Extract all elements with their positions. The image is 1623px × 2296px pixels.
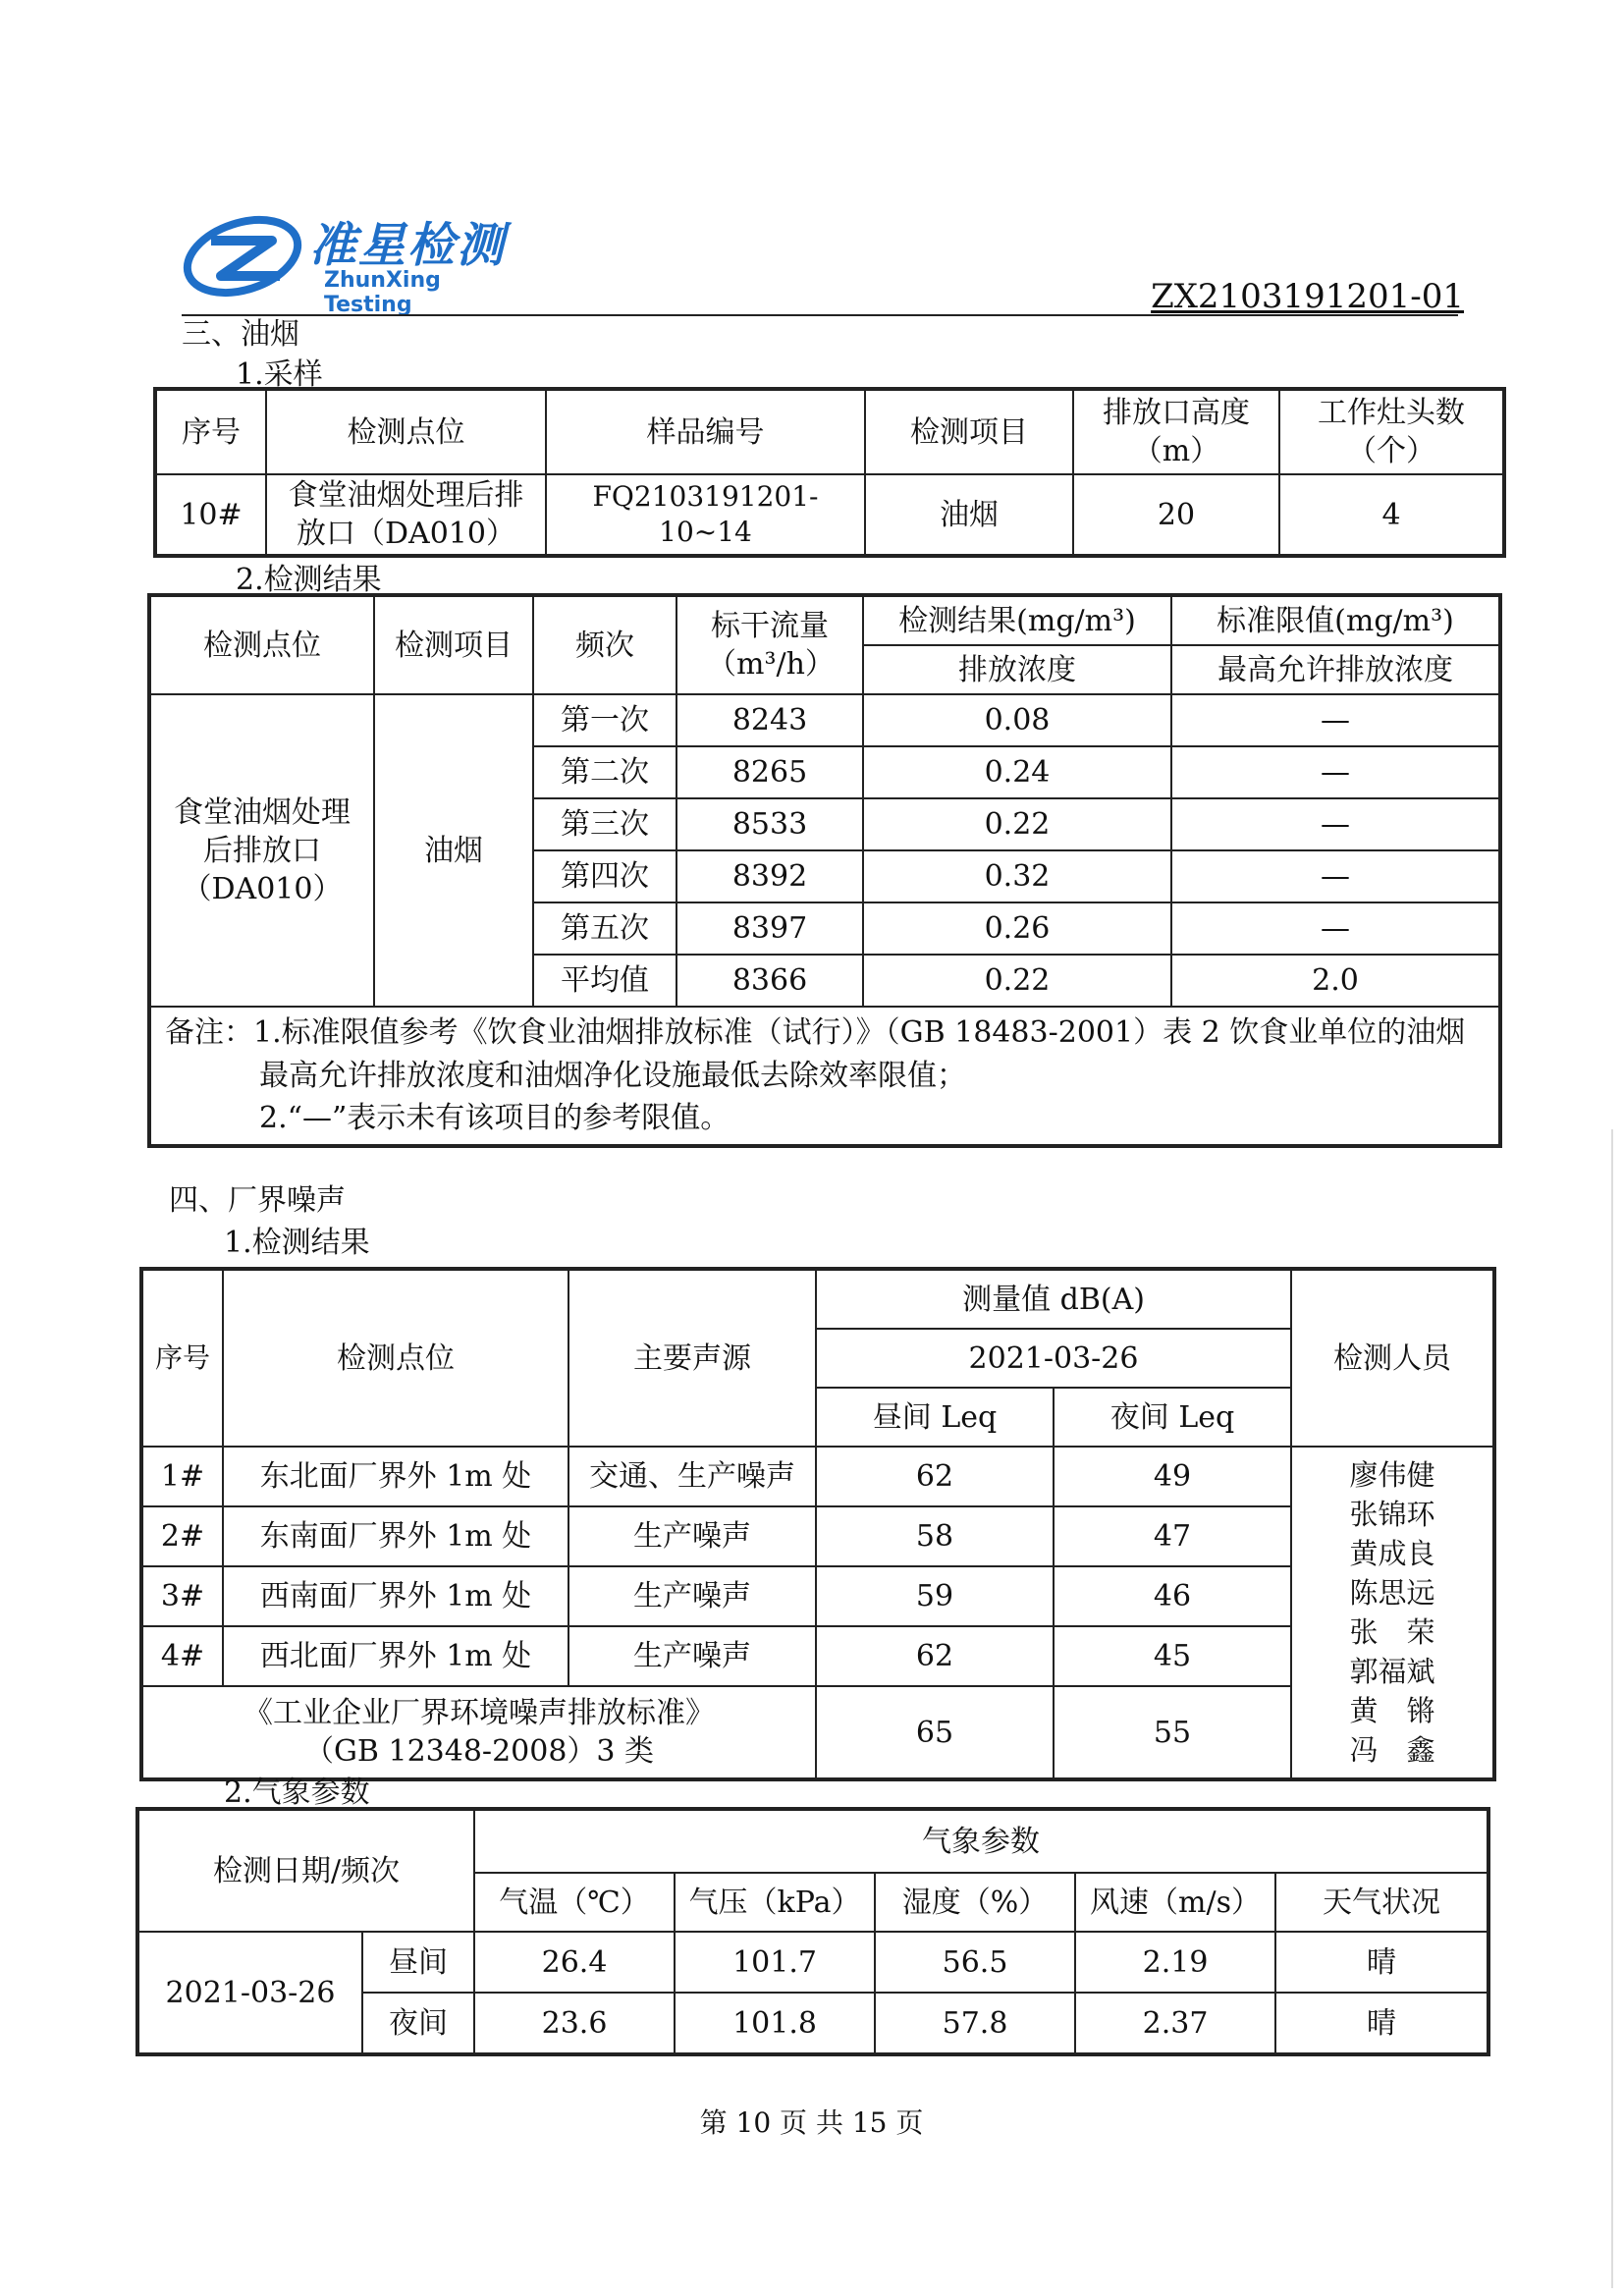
noise-no: 1# (142, 1447, 223, 1506)
header-divider (182, 314, 1458, 316)
results-header-result: 检测结果(mg/m³) (863, 596, 1171, 645)
weather-humidity: 56.5 (875, 1932, 1075, 1993)
results-note (150, 1007, 1499, 1145)
weather-period: 昼间 (362, 1932, 474, 1993)
sampling-header-burners: 工作灶头数（个） (1279, 390, 1503, 474)
page-number: 第 10 页 共 15 页 (699, 2106, 924, 2139)
noise-point: 西南面厂界外 1m 处 (223, 1566, 568, 1626)
weather-period: 夜间 (362, 1993, 474, 2053)
weather-sky: 晴 (1275, 1932, 1488, 1993)
noise-source: 生产噪声 (568, 1506, 816, 1566)
table-row (142, 1506, 1493, 1566)
noise-night: 49 (1054, 1447, 1291, 1506)
noise-night: 47 (1054, 1506, 1291, 1566)
results-note-line2: 最高允许排放浓度和油烟净化设施最低去除效率限值； (259, 1058, 966, 1093)
noise-standard-day: 65 (816, 1686, 1054, 1778)
results-freq: 第一次 (533, 694, 676, 746)
scan-edge-line (1611, 1129, 1613, 2288)
results-conc: 0.22 (863, 798, 1171, 850)
noise-no: 4# (142, 1626, 223, 1686)
table-row (150, 694, 1499, 746)
weather-pressure: 101.7 (675, 1932, 875, 1993)
weather-header-temp: 气温（℃） (474, 1873, 675, 1932)
logo-text-cn: 准星检测 (309, 218, 507, 273)
noise-source: 生产噪声 (568, 1566, 816, 1626)
staff-name: 郭福斌 (1349, 1655, 1435, 1689)
noise-header-measure: 测量值 dB(A) (816, 1270, 1291, 1329)
table-row (142, 1447, 1493, 1506)
weather-header-humidity: 湿度（%） (875, 1873, 1075, 1932)
company-logo (182, 201, 535, 317)
results-conc: 0.22 (863, 955, 1171, 1007)
noise-day: 62 (816, 1447, 1054, 1506)
noise-source: 交通、生产噪声 (568, 1447, 816, 1506)
results-note-line3: 2.“—”表示未有该项目的参考限值。 (259, 1101, 730, 1135)
results-header-point: 检测点位 (150, 596, 374, 694)
staff-name: 陈思远 (1349, 1575, 1435, 1610)
sampling-no: 10# (156, 474, 266, 555)
weather-header-date: 检测日期/频次 (138, 1810, 474, 1932)
weather-temp: 23.6 (474, 1993, 675, 2053)
logo-mark-icon (182, 211, 309, 300)
sampling-item: 油烟 (865, 474, 1073, 555)
noise-night: 45 (1054, 1626, 1291, 1686)
noise-header-staff: 检测人员 (1291, 1270, 1493, 1447)
section3-title: 三、油烟 (182, 317, 299, 352)
weather-wind: 2.37 (1075, 1993, 1275, 2053)
sampling-burners: 4 (1279, 474, 1503, 555)
weather-date: 2021-03-26 (138, 1932, 362, 2053)
results-header-result-sub: 排放浓度 (863, 645, 1171, 694)
weather-header-params: 气象参数 (474, 1810, 1488, 1873)
sampling-header-point: 检测点位 (266, 390, 546, 474)
results-header-limit-sub: 最高允许排放浓度 (1171, 645, 1499, 694)
noise-header-point: 检测点位 (223, 1270, 568, 1447)
table-row (142, 1566, 1493, 1626)
noise-results-table (141, 1269, 1494, 1779)
noise-standard-line2: （GB 12348-2008）3 类 (303, 1734, 655, 1769)
results-header-limit: 标准限值(mg/m³) (1171, 596, 1499, 645)
noise-header-night: 夜间 Leq (1054, 1388, 1291, 1447)
results-freq: 第二次 (533, 746, 676, 798)
sampling-table (155, 389, 1504, 556)
noise-point: 西北面厂界外 1m 处 (223, 1626, 568, 1686)
weather-table (137, 1809, 1488, 2054)
results-freq: 第四次 (533, 850, 676, 902)
results-header-flow: 标干流量（m³/h） (676, 596, 863, 694)
noise-no: 2# (142, 1506, 223, 1566)
staff-name: 冯 鑫 (1349, 1733, 1435, 1768)
noise-day: 58 (816, 1506, 1054, 1566)
results-conc: 0.26 (863, 902, 1171, 955)
sampling-header-no: 序号 (156, 390, 266, 474)
results-limit: — (1171, 746, 1499, 798)
results-conc: 0.32 (863, 850, 1171, 902)
noise-point: 东南面厂界外 1m 处 (223, 1506, 568, 1566)
results-freq: 第五次 (533, 902, 676, 955)
noise-day: 62 (816, 1626, 1054, 1686)
noise-staff-list (1291, 1447, 1493, 1778)
noise-header-no: 序号 (142, 1270, 223, 1447)
noise-night: 46 (1054, 1566, 1291, 1626)
weather-header-sky: 天气状况 (1275, 1873, 1488, 1932)
results-limit: 2.0 (1171, 955, 1499, 1007)
noise-point: 东北面厂界外 1m 处 (223, 1447, 568, 1506)
section4-title: 四、厂界噪声 (169, 1183, 346, 1218)
table-row (142, 1626, 1493, 1686)
sampling-header-item: 检测项目 (865, 390, 1073, 474)
noise-standard-night: 55 (1054, 1686, 1291, 1778)
results-limit: — (1171, 694, 1499, 746)
logo-text-en: ZhunXing Testing (324, 268, 441, 317)
results-header-freq: 频次 (533, 596, 676, 694)
noise-header-date: 2021-03-26 (816, 1329, 1291, 1388)
weather-humidity: 57.8 (875, 1993, 1075, 2053)
staff-name: 张锦环 (1349, 1497, 1435, 1531)
results-item: 油烟 (374, 694, 533, 1007)
weather-header-wind: 风速（m/s） (1075, 1873, 1275, 1932)
results-flow: 8397 (676, 902, 863, 955)
results-limit: — (1171, 850, 1499, 902)
results-freq: 平均值 (533, 955, 676, 1007)
sampling-sample-id: FQ2103191201-10~14 (546, 474, 865, 555)
results-header-item: 检测项目 (374, 596, 533, 694)
noise-header-day: 昼间 Leq (816, 1388, 1054, 1447)
noise-no: 3# (142, 1566, 223, 1626)
results-conc: 0.24 (863, 746, 1171, 798)
sampling-point: 食堂油烟处理后排放口（DA010） (266, 474, 546, 555)
weather-sky: 晴 (1275, 1993, 1488, 2053)
report-number: ZX2103191201-01 (1151, 277, 1464, 316)
results-freq: 第三次 (533, 798, 676, 850)
noise-standard (142, 1686, 816, 1778)
results-flow: 8366 (676, 955, 863, 1007)
table-row (142, 1686, 1493, 1778)
staff-name: 廖伟健 (1349, 1457, 1435, 1492)
results-point: 食堂油烟处理后排放口（DA010） (150, 694, 374, 1007)
results-limit: — (1171, 902, 1499, 955)
results-flow: 8243 (676, 694, 863, 746)
noise-title: 1.检测结果 (224, 1226, 370, 1260)
staff-name: 黄 锵 (1349, 1694, 1435, 1728)
sampling-title: 1.采样 (236, 357, 323, 392)
noise-source: 生产噪声 (568, 1626, 816, 1686)
results-conc: 0.08 (863, 694, 1171, 746)
weather-title: 2.气象参数 (224, 1776, 370, 1810)
noise-standard-line1: 《工业企业厂界环境噪声排放标准》 (243, 1696, 715, 1730)
results-flow: 8392 (676, 850, 863, 902)
results-note-line1: 备注：1.标准限值参考《饮食业油烟排放标准（试行）》（GB 18483-2001）表 2 饮食业单位的油烟 (165, 1015, 1466, 1050)
table-row (138, 1932, 1488, 1993)
weather-wind: 2.19 (1075, 1932, 1275, 1993)
sampling-height: 20 (1073, 474, 1279, 555)
results-limit: — (1171, 798, 1499, 850)
weather-pressure: 101.8 (675, 1993, 875, 2053)
staff-name: 张 荣 (1349, 1615, 1435, 1649)
sampling-header-sample-id: 样品编号 (546, 390, 865, 474)
results-flow: 8533 (676, 798, 863, 850)
weather-header-pressure: 气压（kPa） (675, 1873, 875, 1932)
oil-fume-results-table (149, 595, 1500, 1146)
staff-name: 黄成良 (1349, 1536, 1435, 1570)
sampling-header-height: 排放口高度（m） (1073, 390, 1279, 474)
weather-temp: 26.4 (474, 1932, 675, 1993)
results-title: 2.检测结果 (236, 563, 382, 597)
noise-header-source: 主要声源 (568, 1270, 816, 1447)
results-flow: 8265 (676, 746, 863, 798)
noise-day: 59 (816, 1566, 1054, 1626)
